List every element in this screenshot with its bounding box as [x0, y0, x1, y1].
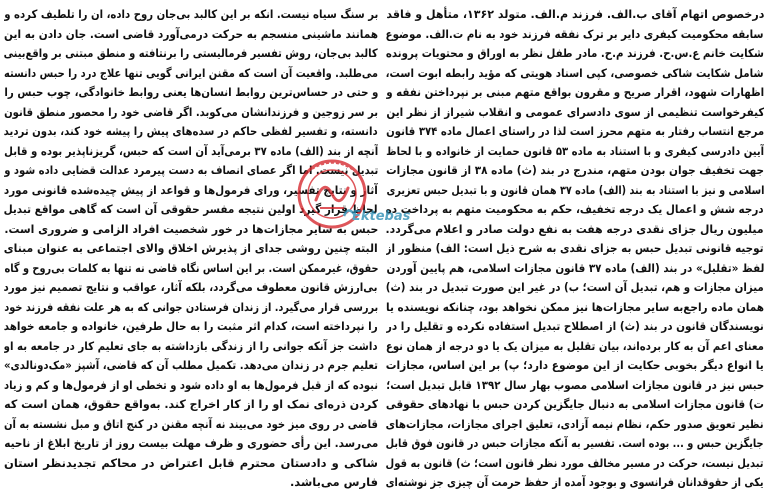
- line-text: آنچه از بند (الف) ماده ۳۷ برمی‌آید آن است که حبس، گریزناپذیر بوده و قابل: [4, 143, 378, 158]
- text-line: [4, 452, 378, 472]
- line-text: تبدیل نیست. اما اگر عصای انصاف به دست پیرمرد عدالت قضایی داده شود و: [4, 163, 378, 177]
- line-text: جایگزین حبس و ... بوده است. تفسیر به آنکه مجازات حبس در قانون فوق قابل: [386, 436, 764, 450]
- text-line: [4, 42, 378, 62]
- line-text: تبدیل نیست، حرکت در مسیر مخالف مورد نظر قانون است؛ ث) قانون به قول: [386, 455, 764, 470]
- line-text: ت) قانون مجازات اسلامی به دنبال جایگزین کردن حبس با نهادهای حقوقی: [386, 397, 764, 411]
- text-line: [386, 471, 764, 491]
- line-text: یا انواع دیگر بخوبی حکایت از این موضوع دارد؛ پ) بر این اساس، مجازات: [386, 358, 764, 372]
- text-column-right: [386, 3, 764, 491]
- line-text: درخصوص اتهام آقای ب.الف. فرزند م.الف. متولد ۱۳۶۲، متأهل و فاقد: [386, 7, 764, 21]
- text-line: [386, 23, 764, 43]
- line-text: آثار و نتایج تفسیر، ورای فرمول‌ها و قواعد از پیش چیده‌شده قانونی مورد: [4, 182, 378, 197]
- line-text: البته چنین روشی جدای از پذیرش اخلاق والای اجتماعی به عنوان مبنای: [4, 241, 378, 255]
- text-line: [4, 179, 378, 199]
- line-text: داشت جز آنکه جوانی را از زندگی بازداشته به جای تعلیم کار در جامعه به او: [4, 338, 378, 353]
- line-text: تعلیم جرم در زندان می‌دهد. تکمیل مطلب آن که قاضی، آشپز «مک‌دونالدی»: [4, 358, 378, 372]
- text-line: [386, 62, 764, 82]
- line-text: شکایت خانم ع.س.ح. فرزند م.ح. مادر طفل نظر به اوراق و محتویات پرونده: [386, 46, 764, 60]
- line-text: شاکی و دادستان محترم قابل اعتراض در محاکم تجدیدنظر استان: [4, 455, 378, 470]
- line-text: اسلامی و نیز با استناد به بند (الف) ماده ۳۷ همان قانون و با تبدیل حبس تعزیری: [386, 182, 764, 197]
- line-text: می‌رسد. این رأی حضوری و ظرف مهلت بیست روز از تاریخ ابلاغ از ناحیه: [4, 436, 378, 450]
- text-line: [386, 159, 764, 179]
- text-line: [386, 413, 764, 433]
- text-line: [4, 101, 378, 121]
- text-line: [4, 218, 378, 238]
- line-text: و حتی در حساس‌ترین روابط انسان‌ها یعنی روابط خانوادگی، چوب حبس را: [4, 85, 378, 99]
- text-line: [386, 140, 764, 160]
- text-line: [4, 237, 378, 257]
- text-line: [386, 432, 764, 452]
- line-text: قاضی در روی میز خود می‌بیند نه آنچه مقنن در کنج اتاق و مبل نشسته به آن: [4, 416, 378, 431]
- text-line: [386, 335, 764, 355]
- line-text: نبوده که از قبل فرمول‌ها به او داده شود و تخطی او از فرمول‌ها و کم و زیاد: [4, 377, 378, 392]
- text-line: [386, 120, 764, 140]
- text-line: [386, 198, 764, 218]
- line-text: توجیه قانونی تبدیل حبس به جزای نقدی به شرح ذیل است: الف) منظور از: [386, 241, 764, 255]
- text-line: [386, 237, 764, 257]
- line-text: نظیر تعویق صدور حکم، نظام نیمه آزادی، تعلیق اجرای مجازات، مجازات‌های: [386, 416, 764, 431]
- text-line: [4, 471, 378, 491]
- text-line: [4, 335, 378, 355]
- line-text: معنای اعم آن به کار برده‌اند، بیان تقلیل به میزان یک یا دو درجه از همان نوع: [386, 338, 764, 353]
- text-line: [4, 393, 378, 413]
- text-line: [4, 432, 378, 452]
- line-text: یکی از حقوقدانان فرانسوی و بوجود آمده از حفظ حرمت آن چیزی جز نوشته‌ای: [386, 475, 764, 489]
- text-line: [386, 315, 764, 335]
- text-line: [4, 296, 378, 316]
- text-line: [386, 101, 764, 121]
- text-line: [4, 159, 378, 179]
- text-line: [386, 81, 764, 101]
- text-line: [386, 354, 764, 374]
- text-line: [4, 413, 378, 433]
- line-text: می‌طلبد. واقعیت آن است که مقنن ایرانی گویی تنها علاج درد را حبس دانسته: [4, 65, 378, 80]
- line-text: حقوق، غیرممکن است. بر این اساس نگاه قاضی نه تنها به کلمات بی‌روح و گاه: [4, 260, 378, 275]
- line-text: آیین دادرسی کیفری و با استناد به ماده ۵۳ قانون حمایت از خانواده و با لحاظ: [386, 143, 764, 158]
- text-line: [386, 257, 764, 277]
- line-text: حبس نیز در قانون مجازات اسلامی مصوب بهار سال ۱۳۹۲ قابل تبدیل است؛: [386, 377, 764, 392]
- text-line: [4, 257, 378, 277]
- line-text: همانند ماشینی منسجم به حرکت درمی‌آورد قاضی است. جان دادن به این: [4, 26, 378, 41]
- line-text: بر سنگ سیاه نیست. انکه بر این کالبد بی‌جان روح داده، ان را تلطیف کرده و: [4, 7, 378, 21]
- text-line: [4, 354, 378, 374]
- line-text: بر سر زوجین و فرزندانشان می‌کوبد. اگر قاضی خود را محصور منطق قانون: [4, 104, 378, 119]
- line-text: کالبد بی‌جان، روش تفسیر فرمالیستی را برنتافته و منطق مبتنی بر واقع‌بینی: [4, 46, 378, 60]
- line-text: حبس به سایر مجازات‌ها در خور شخصیت افراد الزامی و ضروری است.: [4, 221, 378, 236]
- text-line: [4, 120, 378, 140]
- line-text: فارس می‌باشد.: [289, 475, 378, 489]
- text-line: [386, 276, 764, 296]
- text-line: [386, 42, 764, 62]
- line-text: دانسته، و تفسیر لفظی حاکم در سده‌های پیش را پیشه خود کند، بدون تردید: [4, 124, 378, 138]
- line-text: درجه شش و اعمال یک درجه تخفیف، حکم به محکومیت متهم به پرداخت ده: [386, 202, 764, 216]
- text-line: [386, 374, 764, 394]
- watermark-text: Ektebas: [352, 209, 411, 224]
- text-line: [386, 3, 764, 23]
- line-text: لفظ «تقلیل» در بند (الف) ماده ۳۷ قانون مجازات اسلامی، هم پایین آوردن: [386, 260, 764, 275]
- line-text: کیفرخواست تنظیمی از سوی دادسرای عمومی و انقلاب شیراز از نظر این: [386, 104, 764, 119]
- text-line: [4, 3, 378, 23]
- text-line: [386, 393, 764, 413]
- text-line: [4, 62, 378, 82]
- line-text: اظهارات شهود، اقرار صریح و مقرون بواقع متهم مبنی بر نپرداختن نفقه و: [386, 85, 764, 99]
- text-line: [4, 276, 378, 296]
- line-text: لحاظ قرار گیرد اولین نتیجه مفسر حقوقی آن است که گاهی مواقع تبدیل: [4, 202, 378, 216]
- text-line: [4, 140, 378, 160]
- text-line: [4, 23, 378, 43]
- text-line: [4, 315, 378, 335]
- line-text: شامل شکایت شاکی خصوصی، کپی اسناد هویتی که مؤید رابطه ابوت است،: [386, 65, 764, 80]
- text-line: [386, 452, 764, 472]
- text-line: [4, 198, 378, 218]
- line-text: میلیون ریال جزای نقدی درجه هفت به نفع دولت صادر و اعلام می‌گردد.: [386, 221, 764, 236]
- line-text: جهت تخفیف جوان بودن متهم، مندرج در بند (ث) ماده ۳۸ از قانون مجازات: [386, 163, 764, 177]
- text-line: [4, 374, 378, 394]
- line-text: میزان مجازات و هم، تبدیل آن است؛ ب) در غیر این صورت تبدیل در بند (ث): [386, 280, 764, 294]
- line-text: سابقه محکومیت کیفری دایر بر ترک نفقه فرزند خود به نام ت.الف. موضوع: [386, 26, 764, 41]
- text-column-left: [4, 3, 378, 491]
- line-text: بررسی قرار می‌گیرد. از زندان فرستادن جوانی که به هر علت نفقه فرزند خود: [4, 299, 378, 314]
- line-text: کردن ذره‌ای نمک او را از کار اخراج کند. به‌واقع حقوق، همان است که: [4, 397, 378, 411]
- line-text: بی‌ارزش قانون معطوف می‌گردد، بلکه آثار، عواقب و نتایج تصمیم نیز مورد: [4, 280, 378, 294]
- text-line: [386, 296, 764, 316]
- line-text: همان ماده راجع‌به سایر مجازات‌ها نیز ممکن نخواهد بود، چنانکه نویسنده یا: [386, 299, 764, 314]
- line-text: را نپرداخته است، کدام اثر مثبت را به حال طرفین، خانواده و جامعه خواهد: [4, 319, 378, 333]
- text-line: [4, 81, 378, 101]
- text-line: [386, 218, 764, 238]
- text-line: [386, 179, 764, 199]
- line-text: مرجع انتساب رفتار به متهم محرز است لذا در راستای اعمال ماده ۳۷۴ قانون: [386, 124, 764, 138]
- line-text: نویسندگان قانون در بند (ث) از اصطلاح تبدیل استفاده نکرده و تقلیل را در: [386, 319, 764, 333]
